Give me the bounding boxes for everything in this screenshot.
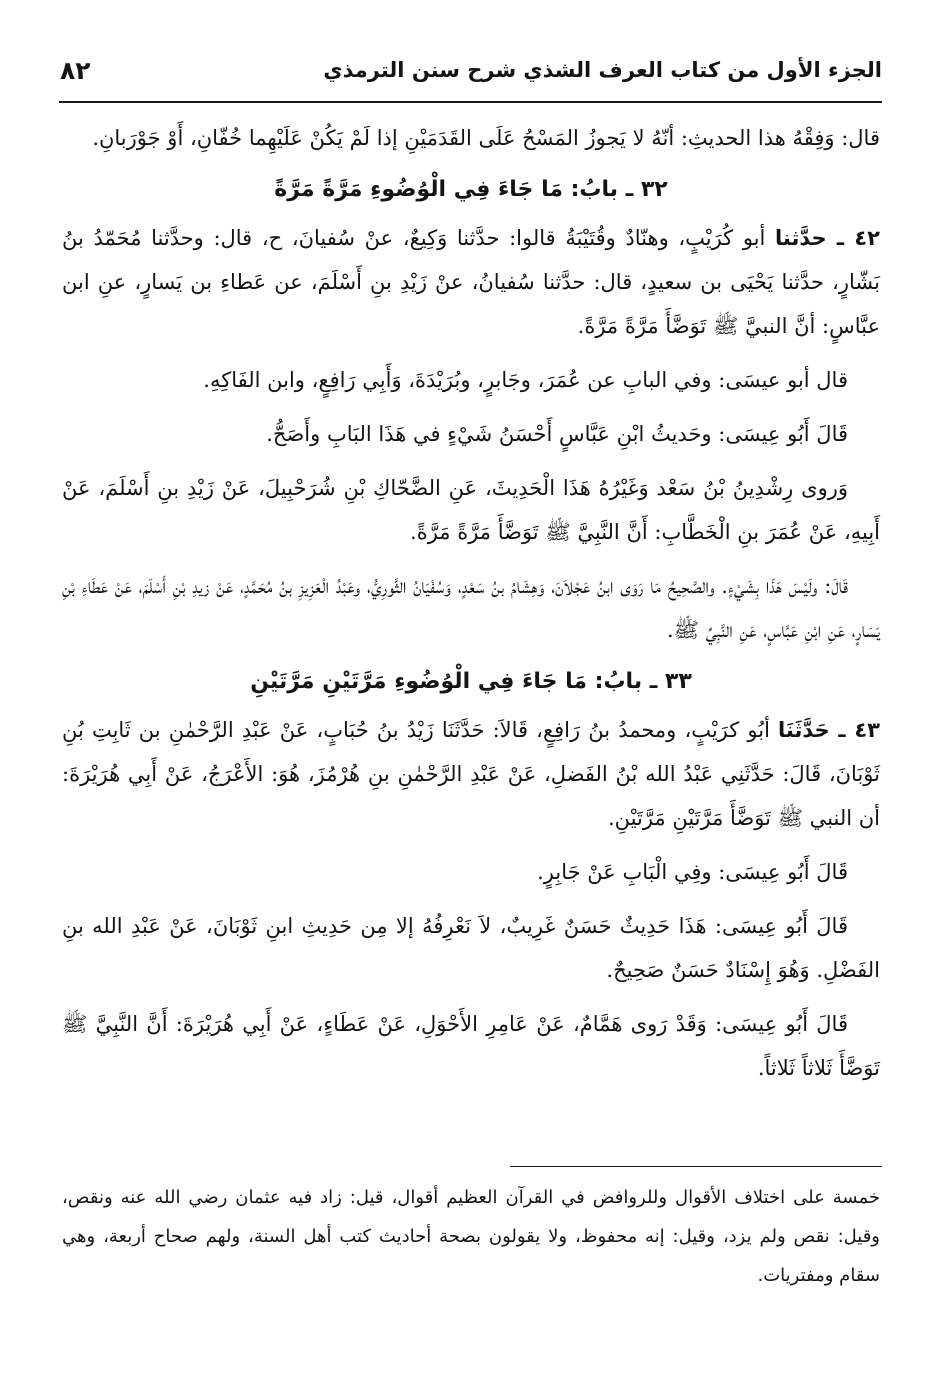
- hadith-42-text: أبو كُرَيْبٍ، وهنّادٌ وقُتَيْبَةُ قالوا: حدَّثنا وَكِيعٌ، عنْ سُفيانَ، ح، قال: وحدَّثنا مُحَمّدُ بنُ بَشّارٍ، حدَّثنا يَحْيَى بن سعيدٍ، قال: حدَّثنا سُفيانُ، عنْ زَيْدِ بنِ أَسْلَمَ، عن عَطاءِ بن يَسارٍ، عنِ ابن عبَّاسٍ: أنَّ النبيَّ ﷺ تَوَضَّأَ مَرَّةً مَرَّةً.: [62, 226, 880, 338]
- hadith-42-note-4: قَالَ: ولَيْسَ هَذَا بِشَيْءٍ. والصَّحِيحُ مَا رَوَى ابنُ عَجْلاَنَ، وَهِشَامُ بنُ سَعْدٍ، وَسُفْيَانُ الثَّورِيُّ، وعَبْدُ الْعَزِيزِ بنُ مُحَمَّدٍ، عَنْ زيدِ بْنِ أَسْلَمَ، عَنْ عَطَاءِ بْنِ يَسَارٍ، عَنِ ابْنِ عَبَّاسٍ، عَنِ النَّبِيِّ ﷺ.: [62, 574, 880, 642]
- footnote-divider: [510, 1166, 882, 1167]
- hadith-43-note-3: قَالَ أَبُو عِيسَى: وَقَدْ رَوى هَمَّامٌ، عَنْ عَامِرِ الأَحْوَلِ، عَنْ عَطَاءٍ، عَنْ أَبِي هُرَيْرَةَ: أَنَّ النَّبِيَّ ﷺ تَوَضَّأَ ثَلاثاً ثَلاثاً.: [62, 1012, 880, 1080]
- hadith-42-note-3: وَروى رِشْدِينُ بْنُ سَعْد وَغَيْرُهُ هَذَا الْحَدِيثَ، عَنِ الضَّحّاكِ بْنِ شُرَحْبِيلَ، عَنْ زَيْدِ بنِ أَسْلَمَ، عَنْ أَبِيهِ، عَنْ عُمَرَ بنِ الْخَطَّابِ: أَنَّ النَّبِيَّ ﷺ تَوَضَّأَ مَرَّةً مَرَّةً.: [62, 476, 880, 544]
- hadith-43-note-1: قَالَ أَبُو عِيسَى: وفِي الْبَابِ عَنْ جَابِرٍ.: [537, 860, 848, 884]
- hadith-42-note-1: قال أبو عيسَى: وفي البابِ عن عُمَرَ، وجَابرٍ، وبُرَيْدَةَ، وَأَبِي رَافِعٍ، وابن الفَاكِهِ.: [203, 368, 848, 392]
- hadith-43-paragraph: [62, 708, 880, 840]
- chapter-heading-32: ٣٢ ـ بابُ: مَا جَاءَ فِي الْوُضُوءِ مَرَّةً مَرَّةً: [274, 177, 668, 202]
- main-text: [62, 116, 880, 1090]
- chapter-heading-33: ٣٣ ـ بابُ: مَا جَاءَ فِي الْوُضُوءِ مَرَّتَيْنِ مَرَّتَيْنِ: [250, 669, 692, 694]
- header-divider: [59, 101, 882, 103]
- page-number: ٨٢: [60, 55, 91, 85]
- footnote-text: خمسة على اختلاف الأقوال وللروافض في القرآن العظيم أقوال، قيل: زاد فيه عثمان رضي الله عنه ونقص، وقيل: نقص ولم يزد، وقيل: إنه محفوظ، ولا يقولون بصحة أحاديث كتب أهل السنة، ولهم صحاح أربعة، وهي سقام ومفتريات.: [62, 1187, 880, 1286]
- running-head-title: الجزء الأول من كتاب العرف الشذي شرح سنن الترمذي: [323, 58, 882, 82]
- hadith-43-text: أبُو كرَيْبٍ، ومحمدُ بنُ رَافِعٍ، قَالاَ: حَدَّثَنَا زَيْدُ بنُ حُبَابٍ، عَنْ عَبْدِ الرَّحْمٰنِ بن ثَابِتِ بُنِ ثَوْبَانَ، قَالَ: حَدَّثَنِي عَبْدُ الله بْنُ الفَضلِ، عَنْ عَبْدِ الرَّحْمٰنِ بنِ هُرْمُزَ، هُوَ: الأَعْرَجُ، عَنْ أَبِي هُرَيْرَةَ: أن النبي ﷺ تَوَضَّأَ مَرَّتَيْنِ مَرَّتَيْنِ.: [62, 718, 880, 830]
- hadith-42-paragraph: [62, 216, 880, 348]
- intro-paragraph: قال: وَفِقْهُ هذا الحديثِ: أنّهُ لا يَجوزُ المَسْحُ عَلَى القَدَمَيْنِ إذا لَمْ يَكُنْ عَلَيْهِما خُفّانِ، أَوْ جَوْرَبانِ.: [92, 126, 880, 150]
- hadith-42-number: ٤٢ ـ حدَّثنا: [775, 226, 880, 250]
- hadith-42-note-2: قَالَ أَبُو عِيسَى: وحَديثُ ابْنِ عَبَّاسٍ أَحْسَنُ شَيْءٍ في هَذَا البَابِ وأَصَحُّ.: [266, 422, 848, 446]
- footnote: [62, 1178, 880, 1295]
- hadith-43-number: ٤٣ ـ حَدَّثَنَا: [778, 718, 880, 742]
- hadith-43-note-2: قَالَ أَبُو عِيسَى: هَذَا حَدِيثٌ حَسَنٌ غَرِيبٌ، لاَ نَعْرِفُهُ إلا مِن حَدِيثِ ابنِ ثَوْبَانَ، عَنْ عَبْدِ الله بنِ الفَضْلِ. وَهُوَ إِسْنَادٌ حَسَنٌ صَحِيحٌ.: [62, 914, 880, 982]
- running-head: [60, 50, 882, 90]
